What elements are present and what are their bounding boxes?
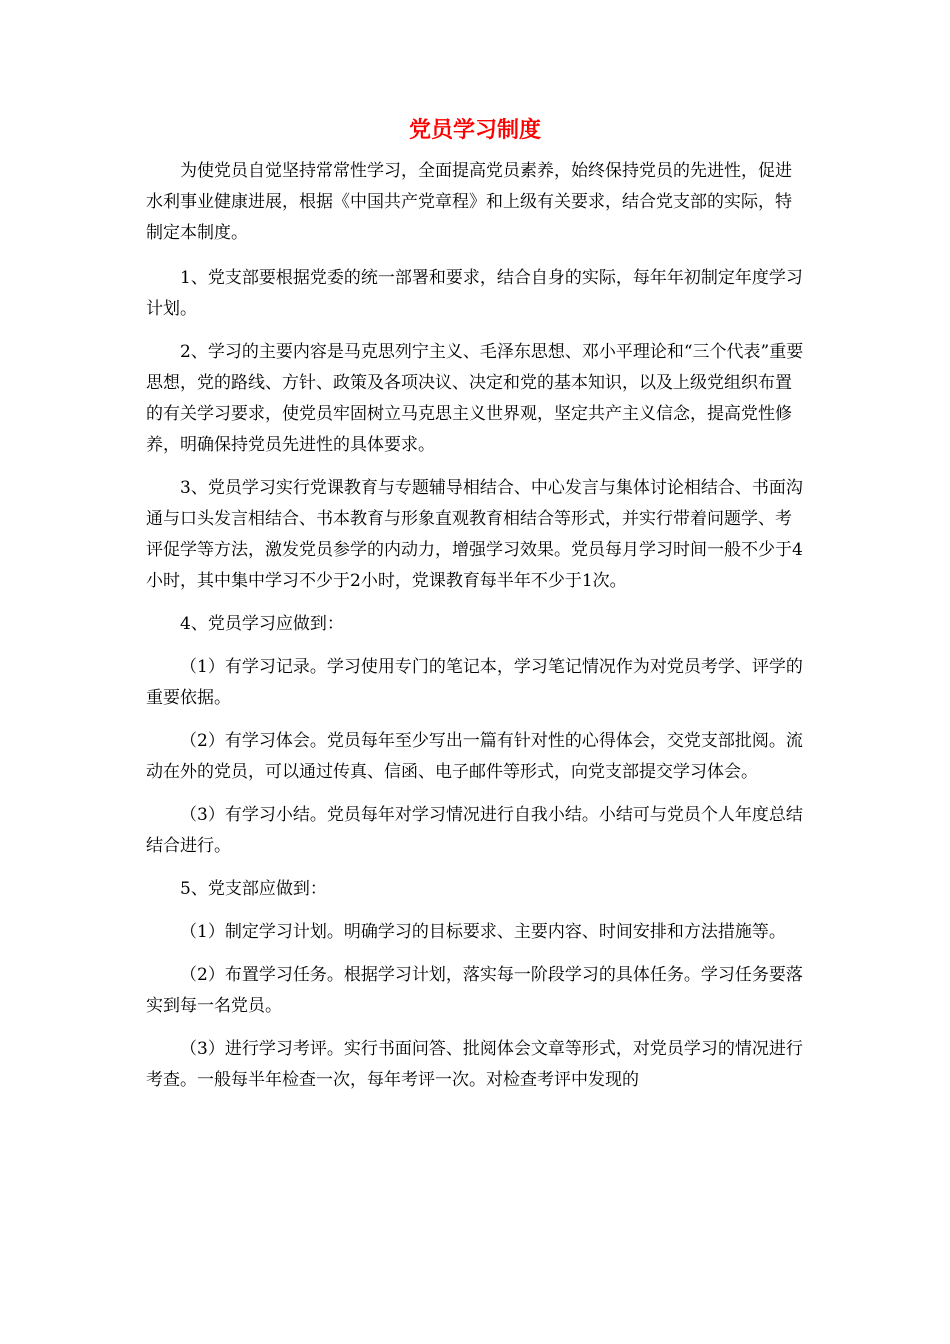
paragraph-item-3: 3、党员学习实行党课教育与专题辅导相结合、中心发言与集体讨论相结合、书面沟通与口头发言相结合、书本教育与形象直观教育相结合等形式，并实行带着问题学、考评促学等方法，激发党员参学的内动力，增强学习效果。党员每月学习时间一般不少于4小时，其中集中学习不少于2小时，党课教育每半年不少于1次。 (146, 478, 803, 591)
intro-paragraph: 为使党员自觉坚持常常性学习，全面提高党员素养，始终保持党员的先进性，促进水利事业健康进展，根据《中国共产党章程》和上级有关要求，结合党支部的实际，特制定本制度。 (146, 161, 792, 243)
paragraph-item-5-3: （3）进行学习考评。实行书面问答、批阅体会文章等形式，对党员学习的情况进行考查。一般每半年检查一次，每年考评一次。对检查考评中发现的 (146, 1039, 803, 1090)
document-title: 党员学习制度 (408, 118, 541, 143)
paragraph-item-4-1: （1）有学习记录。学习使用专门的笔记本，学习笔记情况作为对党员考学、评学的重要依据。 (146, 657, 803, 708)
paragraph-item-5: 5、党支部应做到： (180, 879, 327, 899)
paragraph-item-5-2: （2）布置学习任务。根据学习计划，落实每一阶段学习的具体任务。学习任务要落实到每一名党员。 (146, 965, 803, 1016)
document-body (146, 156, 806, 1108)
paragraph-item-2: 2、学习的主要内容是马克思列宁主义、毛泽东思想、邓小平理论和“三个代表”重要思想，党的路线、方针、政策及各项决议、决定和党的基本知识，以及上级党组织布置的有关学习要求，使党员牢固树立马克思主义世界观，坚定共产主义信念，提高党性修养，明确保持党员先进性的具体要求。 (146, 342, 804, 455)
paragraph-item-4-3: （3）有学习小结。党员每年对学习情况进行自我小结。小结可与党员个人年度总结结合进行。 (146, 805, 803, 856)
paragraph-item-4-2: （2）有学习体会。党员每年至少写出一篇有针对性的心得体会，交党支部批阅。流动在外的党员，可以通过传真、信函、电子邮件等形式，向党支部提交学习体会。 (146, 731, 803, 782)
paragraph-item-5-1: （1）制定学习计划。明确学习的目标要求、主要内容、时间安排和方法措施等。 (180, 922, 786, 942)
paragraph-item-4: 4、党员学习应做到： (180, 614, 344, 634)
paragraph-item-1: 1、党支部要根据党委的统一部署和要求，结合自身的实际，每年年初制定年度学习计划。 (146, 268, 803, 319)
